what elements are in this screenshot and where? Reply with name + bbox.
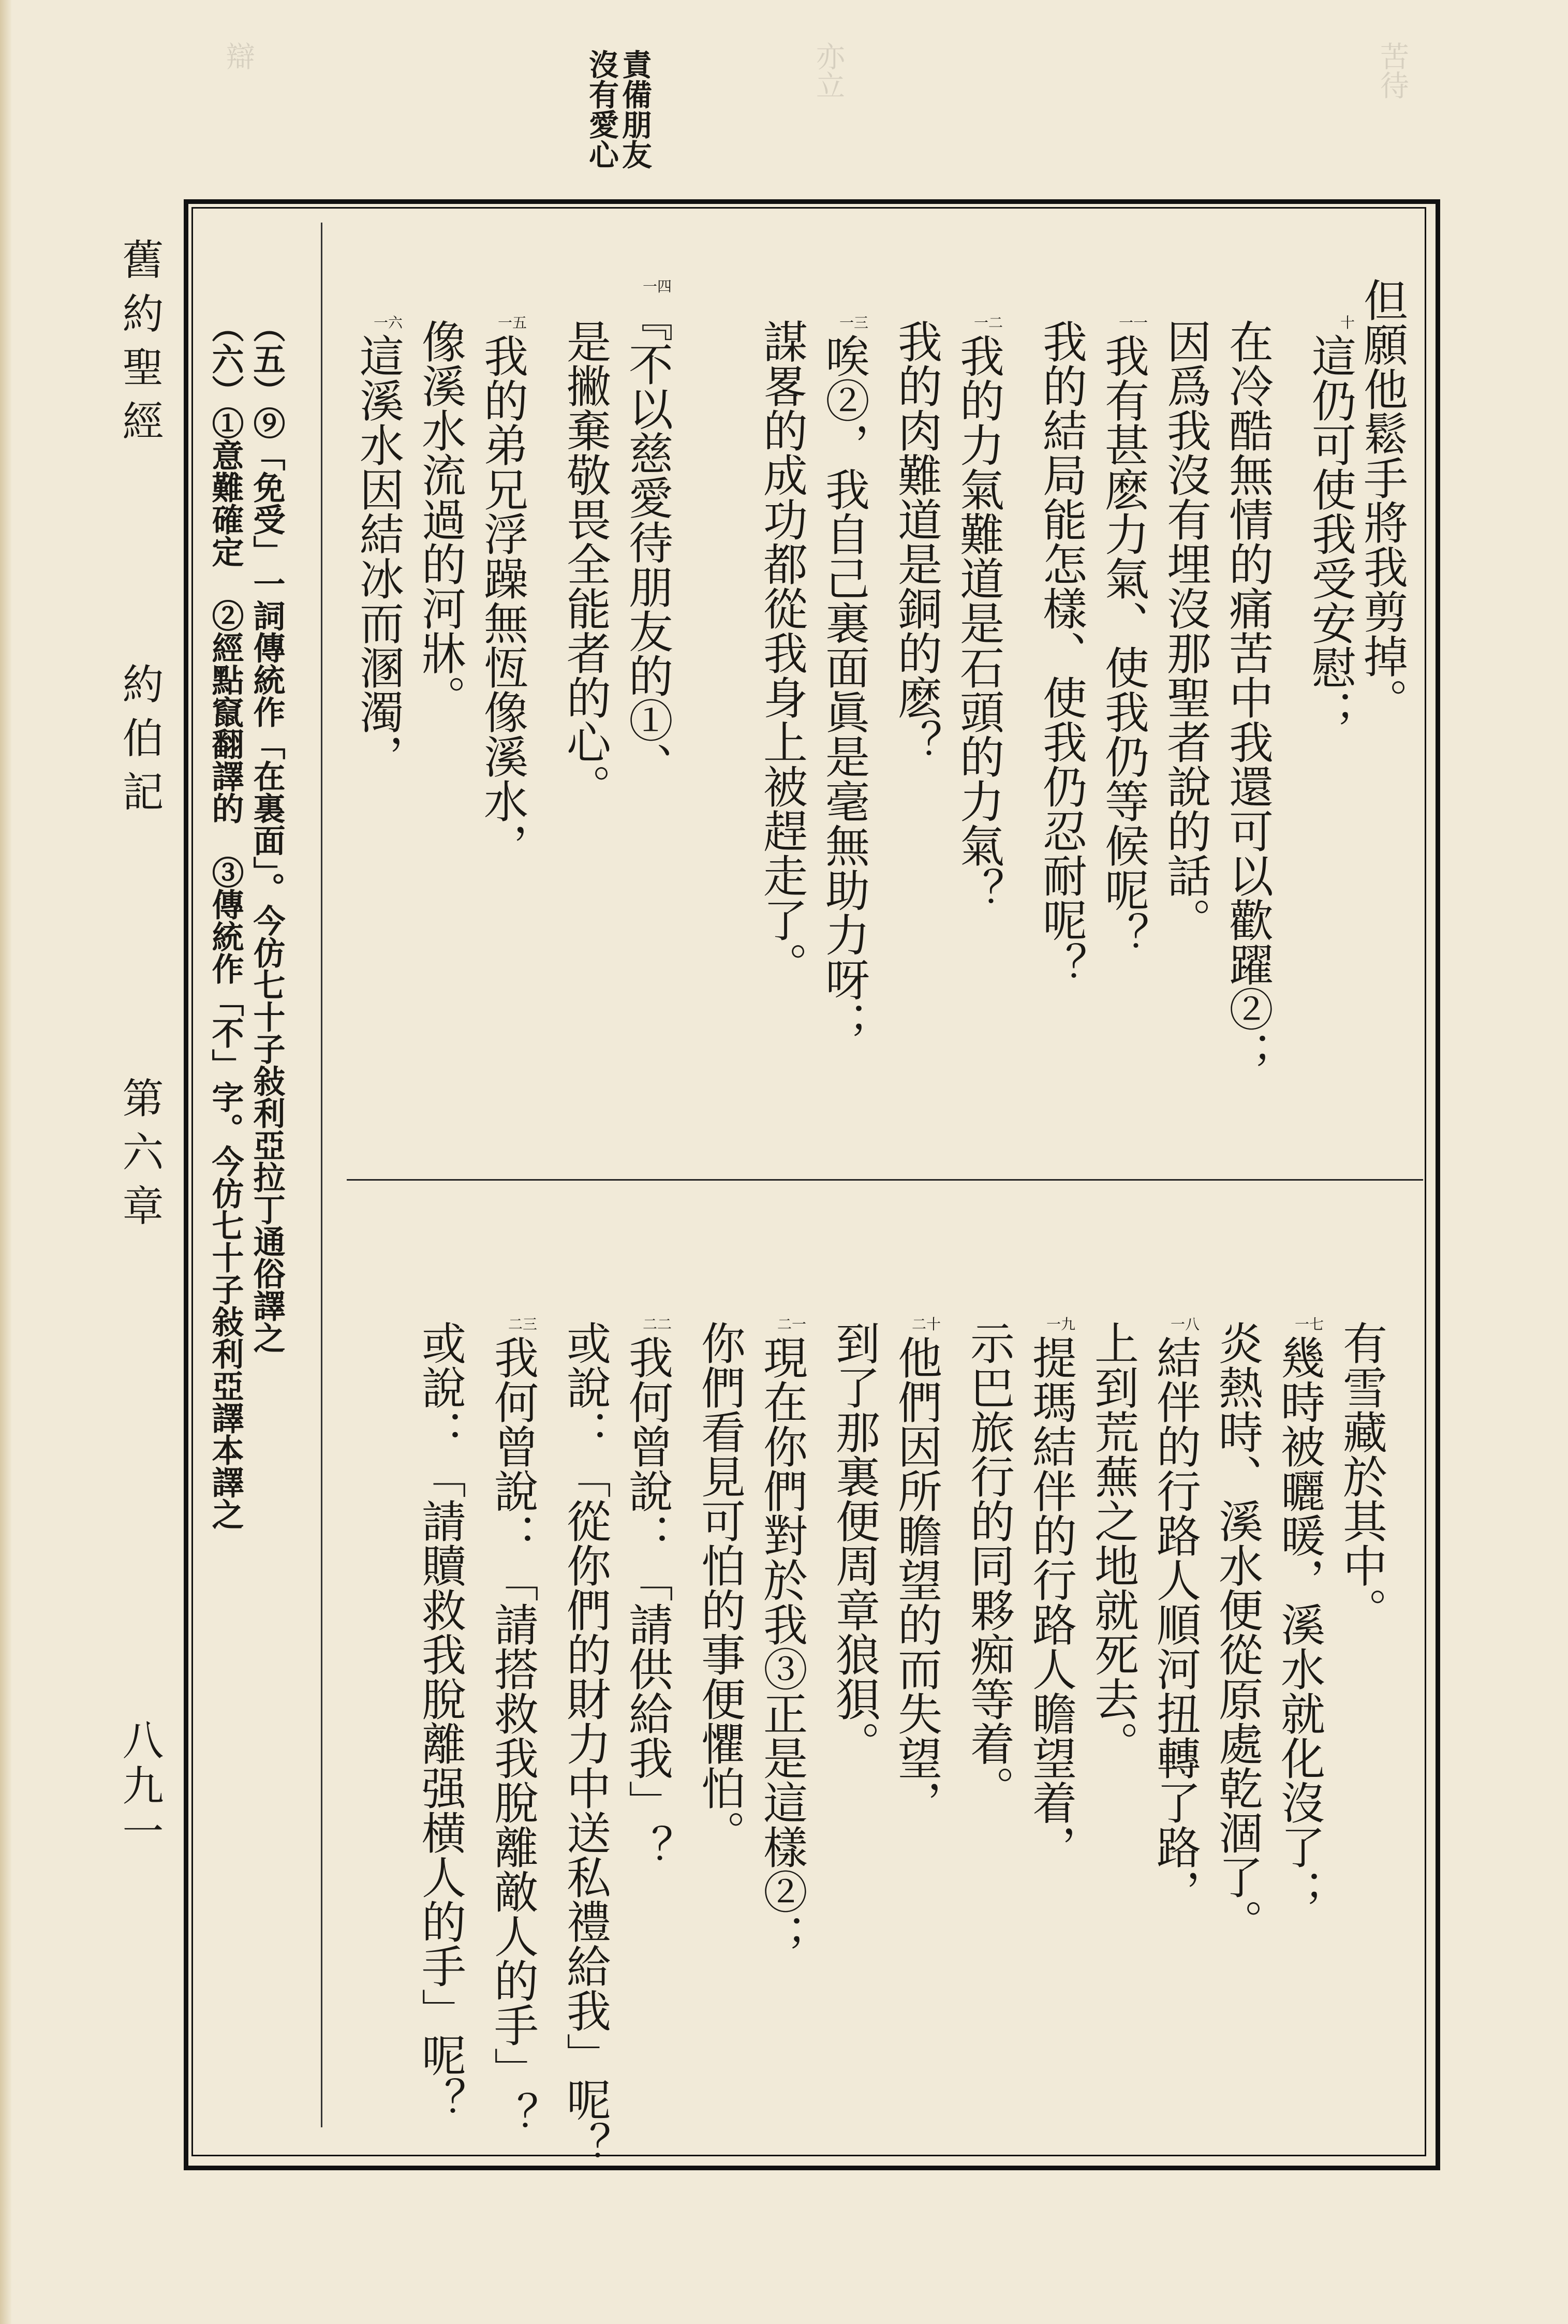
verse-text: 示巴旅行的同夥痴等着。 <box>963 1320 1014 1810</box>
verse-line <box>757 1317 806 1958</box>
verse-text: 我有甚麽力氣、使我仍等候呢？ <box>1097 333 1149 957</box>
verse-text: 或說：「從你們的財力中送私禮給我」呢？ <box>559 1320 611 2166</box>
bleed-through: 辯 <box>221 41 255 70</box>
verse-number: 一六 <box>373 314 403 331</box>
chapter-label: 第六章 <box>115 1077 164 1238</box>
verse-line <box>1098 316 1148 957</box>
verse-line <box>560 1317 610 2166</box>
verse-line <box>953 316 1003 912</box>
verse-text: 有雪藏於其中。 <box>1335 1320 1387 1632</box>
verse-text: 這仍可使我受安慰； <box>1304 333 1356 734</box>
verse-text: 或說：「請贖救我脫離强横人的手」呢？ <box>414 1320 466 2122</box>
verse-number: 二二 <box>642 1316 672 1333</box>
verse-line <box>1305 316 1355 734</box>
verse-number: 一二 <box>973 314 1003 331</box>
verse-line <box>487 1317 537 2136</box>
verse-text: 他們因所瞻望的而失望， <box>890 1335 942 1825</box>
section-heading-line: 沒有愛心 <box>584 49 619 169</box>
verse-line <box>819 316 868 1046</box>
verse-text: 謀畧的成功都從我身上被趕走了。 <box>756 319 807 987</box>
page-number: 八九一 <box>115 1718 164 1855</box>
verse-text: 我的肉難道是銅的麽？ <box>890 319 942 764</box>
verse-number: 十 <box>1340 314 1355 331</box>
verse-line <box>891 316 941 764</box>
bleed-through: 亦立 <box>811 41 845 99</box>
verse-text: 到了那裏便周章狼狽。 <box>828 1320 880 1766</box>
verse-text: 這溪水因結冰而溷濁， <box>352 333 404 778</box>
verse-number: 一三 <box>839 314 868 331</box>
verse-text: 我的弟兄浮躁無恆像溪水， <box>476 333 528 867</box>
verse-text: 你們看見可怕的事便懼怕。 <box>693 1320 745 1855</box>
verse-text: 我何曾說：「請供給我」？ <box>621 1335 673 1869</box>
verse-text: 我的力氣難道是石頭的力氣？ <box>952 333 1004 912</box>
verse-line <box>964 1317 1013 1810</box>
verse-line <box>622 1317 672 1869</box>
book-name: 約伯記 <box>115 663 164 824</box>
book-title: 舊約聖經 <box>115 238 164 453</box>
verse-text: 『不以慈愛待朋友的①、 <box>621 297 673 787</box>
verse-line <box>1336 1317 1386 1632</box>
verse-line <box>829 1317 879 1766</box>
footnote-divider <box>321 223 322 2127</box>
verse-number: 二一 <box>777 1316 806 1333</box>
verse-line <box>1150 1317 1200 1914</box>
verse-number: 二三 <box>508 1316 537 1333</box>
verse-line <box>415 316 465 719</box>
verse-text: 但願他鬆手將我剪掉。 <box>1356 277 1408 723</box>
verse-text: 我何曾說：「請搭救我脫離敵人的手」？ <box>486 1335 538 2136</box>
verse-line <box>1212 1317 1262 1944</box>
verse-number: 一五 <box>497 314 527 331</box>
verse-line <box>415 1317 465 2122</box>
verse-number: 一七 <box>1294 1316 1324 1333</box>
verse-text: 現在你們對於我③正是這樣②； <box>756 1335 807 1958</box>
verse-text: 上到荒蕪之地就死去。 <box>1087 1320 1138 1766</box>
verse-text: 提瑪結伴的行路人瞻望着， <box>1025 1335 1076 1869</box>
verse-line <box>1036 316 1086 987</box>
register-divider <box>347 1179 1423 1181</box>
verse-line <box>477 316 527 867</box>
page-edge <box>0 0 11 2324</box>
verse-line <box>1357 274 1407 723</box>
verse-number: 一八 <box>1170 1316 1200 1333</box>
verse-line <box>353 316 403 778</box>
verse-text: 我的結局能怎樣、使我仍忍耐呢？ <box>1035 319 1087 987</box>
verse-line <box>560 316 610 808</box>
verse-text: 結伴的行路人順河扭轉了路， <box>1149 1335 1201 1914</box>
verse-line <box>1274 1317 1324 1914</box>
section-heading <box>585 49 651 194</box>
verse-text: 在冷酷無情的痛苦中我還可以歡躍②； <box>1221 319 1273 1076</box>
verse-line <box>891 1317 941 1825</box>
verse-text: 是撇棄敬畏全能者的心。 <box>559 319 611 808</box>
verse-number: 一一 <box>1118 314 1148 331</box>
verse-number: 一四 <box>642 278 672 295</box>
footnote: （五）⑨「免受」一詞傳統作「在裏面」。今仿七十子敍利亞拉丁通俗譯之 <box>248 311 286 1354</box>
section-heading-line: 責備朋友 <box>617 49 652 169</box>
verse-line <box>1088 1317 1137 1766</box>
verse-number: 一九 <box>1046 1316 1075 1333</box>
verse-line <box>1222 316 1272 1076</box>
verse-number: 二十 <box>911 1316 941 1333</box>
verse-text: 幾時被曬暖，溪水就化沒了； <box>1273 1335 1325 1914</box>
verse-text: 因爲我沒有埋沒那聖者說的話。 <box>1159 319 1211 942</box>
verse-line <box>694 1317 744 1855</box>
footnote: （六）①意難確定 ②經點竄翻譯的 ③傳統作「不」字。今仿七十子敍利亞譯本譯之 <box>206 311 244 1530</box>
verse-line <box>1160 316 1210 942</box>
verse-text: 像溪水流過的河牀。 <box>414 319 466 719</box>
verse-line <box>622 280 672 787</box>
verse-line <box>1026 1317 1075 1869</box>
verse-line <box>757 316 806 987</box>
verse-text: 唉②，我自己裏面眞是毫無助力呀； <box>818 333 869 1046</box>
bleed-through: 苦待 <box>1375 41 1409 99</box>
verse-text: 炎熱時、溪水便從原處乾涸了。 <box>1211 1320 1263 1944</box>
